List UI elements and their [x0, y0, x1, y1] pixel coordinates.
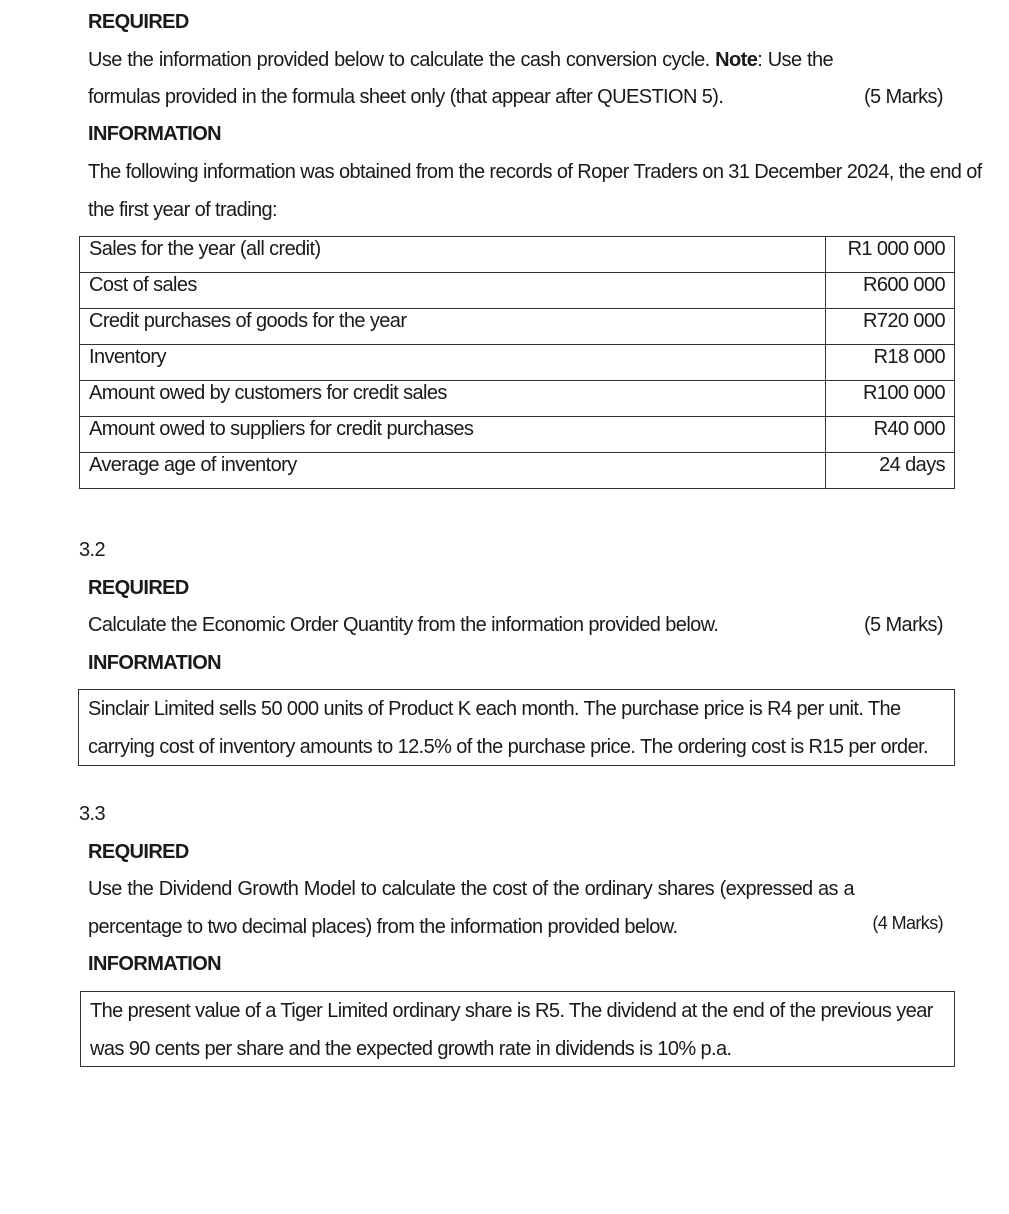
row-label: Average age of inventory	[80, 453, 826, 489]
q33-information-heading: INFORMATION	[88, 953, 222, 975]
row-label: Amount owed by customers for credit sales	[80, 381, 826, 417]
q31-instruction-line1	[88, 48, 833, 72]
q31-instruction-line2: formulas provided in the formula sheet only (that appear after QUESTION 5).	[88, 86, 724, 108]
table-row	[80, 273, 955, 309]
table-row	[80, 417, 955, 453]
q33-instruction-line1: Use the Dividend Growth Model to calculate the cost of the ordinary shares (expressed as a	[88, 878, 854, 900]
instruction-text: Use the information provided below to calculate the cash conversion cycle.	[88, 49, 716, 71]
table-row	[80, 381, 955, 417]
note-label: Note	[715, 49, 758, 71]
q32-number: 3.2	[79, 539, 106, 561]
q32-information-heading: INFORMATION	[88, 652, 222, 674]
table-row	[80, 453, 955, 489]
row-value: R1 000 000	[826, 237, 955, 273]
q33-marks: (4 Marks)	[872, 913, 943, 933]
q32-info-box: Sinclair Limited sells 50 000 units of Product K each month. The purchase price is R4 per unit. The carrying cost of inventory amounts to 12.5% of the purchase price. The ordering cost is R15 per order.	[78, 689, 955, 766]
q31-required-heading: REQUIRED	[88, 11, 189, 33]
q31-information-heading: INFORMATION	[88, 123, 222, 145]
row-label: Sales for the year (all credit)	[80, 237, 826, 273]
q31-marks: (5 Marks)	[863, 86, 943, 108]
row-value: R720 000	[826, 309, 955, 345]
row-label: Amount owed to suppliers for credit purchases	[80, 417, 826, 453]
row-value: 24 days	[826, 453, 955, 489]
q33-instruction-line2: percentage to two decimal places) from the information provided below.	[88, 916, 678, 938]
table-row	[80, 237, 955, 273]
row-label: Credit purchases of goods for the year	[80, 309, 826, 345]
q31-intro-line2: the first year of trading:	[88, 199, 277, 221]
q33-required-heading: REQUIRED	[88, 841, 189, 863]
q32-required-heading: REQUIRED	[88, 577, 189, 599]
q32-marks: (5 Marks)	[863, 614, 943, 636]
q31-info-table	[79, 236, 955, 489]
q32-instruction: Calculate the Economic Order Quantity from the information provided below.	[88, 614, 719, 636]
instruction-text: : Use the	[757, 49, 833, 71]
row-value: R100 000	[826, 381, 955, 417]
row-value: R18 000	[826, 345, 955, 381]
row-label: Inventory	[80, 345, 826, 381]
q33-number: 3.3	[79, 803, 106, 825]
table-row	[80, 345, 955, 381]
q31-intro-line1: The following information was obtained from the records of Roper Traders on 31 December 2024, the end of	[88, 161, 982, 183]
table-row	[80, 309, 955, 345]
row-label: Cost of sales	[80, 273, 826, 309]
row-value: R40 000	[826, 417, 955, 453]
q33-info-box: The present value of a Tiger Limited ordinary share is R5. The dividend at the end of the previous year was 90 cents per share and the expected growth rate in dividends is 10% p.a.	[80, 991, 955, 1067]
row-value: R600 000	[826, 273, 955, 309]
